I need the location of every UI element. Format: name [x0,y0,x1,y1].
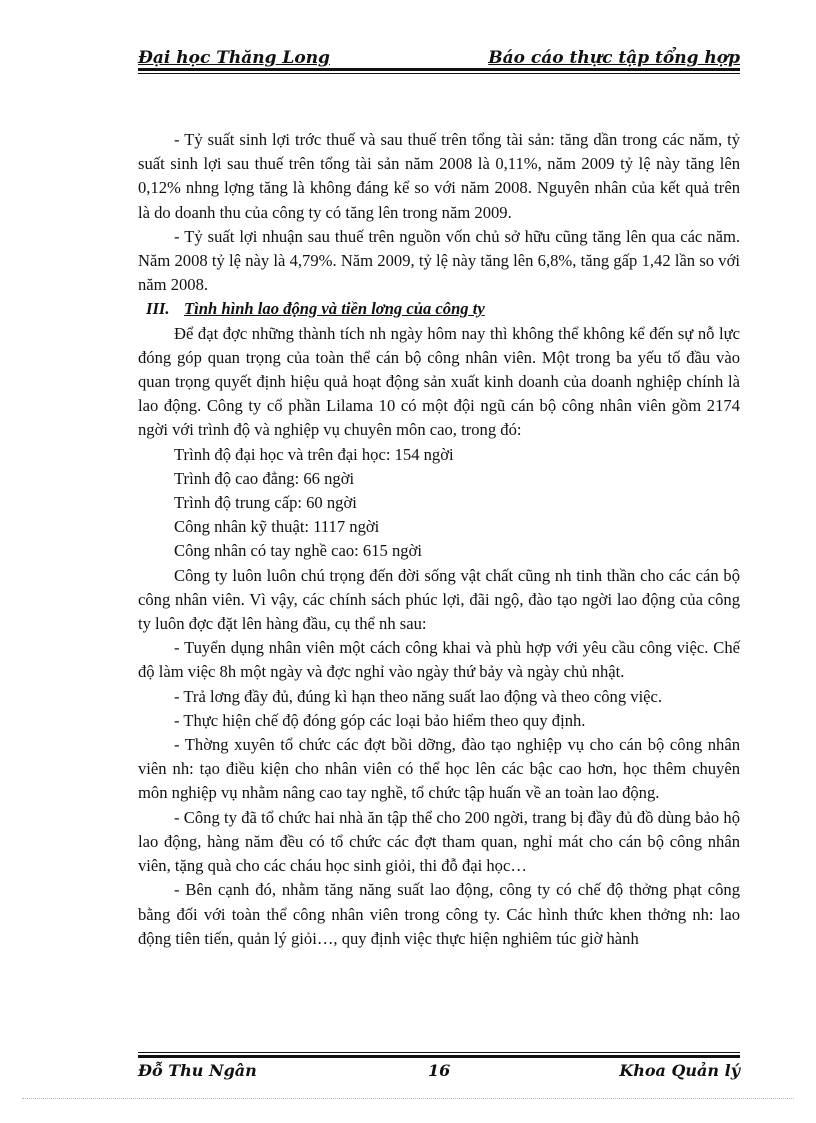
paragraph: - Trả lơng đầy đủ, đúng kì hạn theo năng suất lao động và theo công việc. [174,686,663,706]
footer-rule [138,1055,740,1058]
page-body [138,128,740,951]
header-report-title: Báo cáo thực tập tổng hợp [488,48,740,68]
paragraph: - Thờng xuyên tổ chức các đợt bồi dỡng, đào tạo nghiệp vụ cho cán bộ công nhân viên nh: tạo điều kiện cho nhân viên có thể học lên các bậc cao hơn, học thêm chuyên môn nghiệp vụ nhằm nâng cao tay nghề, tổ chức tập huấn về an toàn lao động. [138,735,740,803]
paragraph: Công ty luôn luôn chú trọng đến đời sống vật chất cũng nh tinh thần cho các cán bộ công nhân viên. Vì vậy, các chính sách phúc lợi, đãi ngộ, đào tạo ngời lao động của công ty luôn đợc đặt lên hàng đầu, cụ thể nh sau: [138,565,740,634]
section-heading [138,297,740,321]
section-number: III. [146,299,170,319]
paragraph: Để đạt đợc những thành tích nh ngày hôm nay thì không thể không kể đến sự nỗ lực đóng góp quan trọng của toàn thể cán bộ công nhân viên. Một trong ba yếu tố đầu vào quan trọng quyết định hiệu quả hoạt động sản xuất kinh doanh của doanh nghiệp chính là lao động. Công ty cổ phần Lilama 10 có một đội ngũ cán bộ công nhân viên gồm 2174 ngời với trình độ và nghiệp vụ chuyên môn cao, trong đó: [138,323,740,440]
level-item: Công nhân có tay nghề cao: 615 ngời [174,541,422,561]
section-title: Tình hình lao động và tiền lơng của công ty [184,299,485,319]
header-university: Đại học Thăng Long [138,48,330,68]
header-rule-thin [138,73,740,74]
footer-rule-thin [138,1052,740,1053]
header-rule [138,68,740,71]
page-number: 16 [428,1061,451,1080]
footer-department: Khoa Quản lý [619,1061,740,1080]
paragraph: - Bên cạnh đó, nhằm tăng năng suất lao động, công ty có chế độ thởng phạt công bằng đối với toàn thể công nhân viên trong công ty. Các hình thức khen thởng nh: lao động tiên tiến, quản lý giỏi…, quy định việc thực hiện nghiêm túc giờ hành [138,880,740,948]
level-item: Trình độ trung cấp: 60 ngời [174,493,357,513]
level-item: Trình độ cao đẳng: 66 ngời [174,468,355,488]
page-footer [138,1061,740,1083]
level-item: Công nhân kỹ thuật: 1117 ngời [174,517,380,537]
paragraph: - Công ty đã tổ chức hai nhà ăn tập thể cho 200 ngời, trang bị đầy đủ đồ dùng bảo hộ lao động, hàng năm đều có tổ chức các đợt tham quan, nghỉ mát cho cán bộ công nhân viên, tặng quà cho các cháu học sinh giỏi, thi đỗ đại học… [138,807,740,876]
level-item: Trình độ đại học và trên đại học: 154 ngời [174,444,454,464]
paragraph: - Thực hiện chế độ đóng góp các loại bảo hiểm theo quy định. [174,710,586,730]
page-bottom-dotted-line [22,1098,794,1099]
paragraph: - Tỷ suất lợi nhuận sau thuế trên nguồn vốn chủ sở hữu cũng tăng lên qua các năm. Năm 2008 tỷ lệ này là 4,79%. Năm 2009, tỷ lệ này tăng lên 6,8%, tăng gấp 1,42 lần so với năm 2008. [138,226,740,295]
page-header [138,48,740,70]
paragraph: - Tỷ suất sinh lợi trớc thuế và sau thuế trên tổng tài sản: tăng dần trong các năm, tỷ suất sinh lợi sau thuế trên tổng tài sản năm 2008 là 0,11%, năm 2009 tỷ lệ này tăng lên 0,12% nhng lợng tăng là không đáng kể so với năm 2008. Nguyên nhân của kết quả trên là do doanh thu của công ty có tăng lên trong năm 2009. [138,130,740,222]
paragraph: - Tuyển dụng nhân viên một cách công khai và phù hợp với yêu cầu công việc. Chế độ làm việc 8h một ngày và đợc nghỉ vào ngày thứ bảy và ngày chủ nhật. [138,638,740,682]
footer-author: Đỗ Thu Ngân [138,1061,257,1080]
